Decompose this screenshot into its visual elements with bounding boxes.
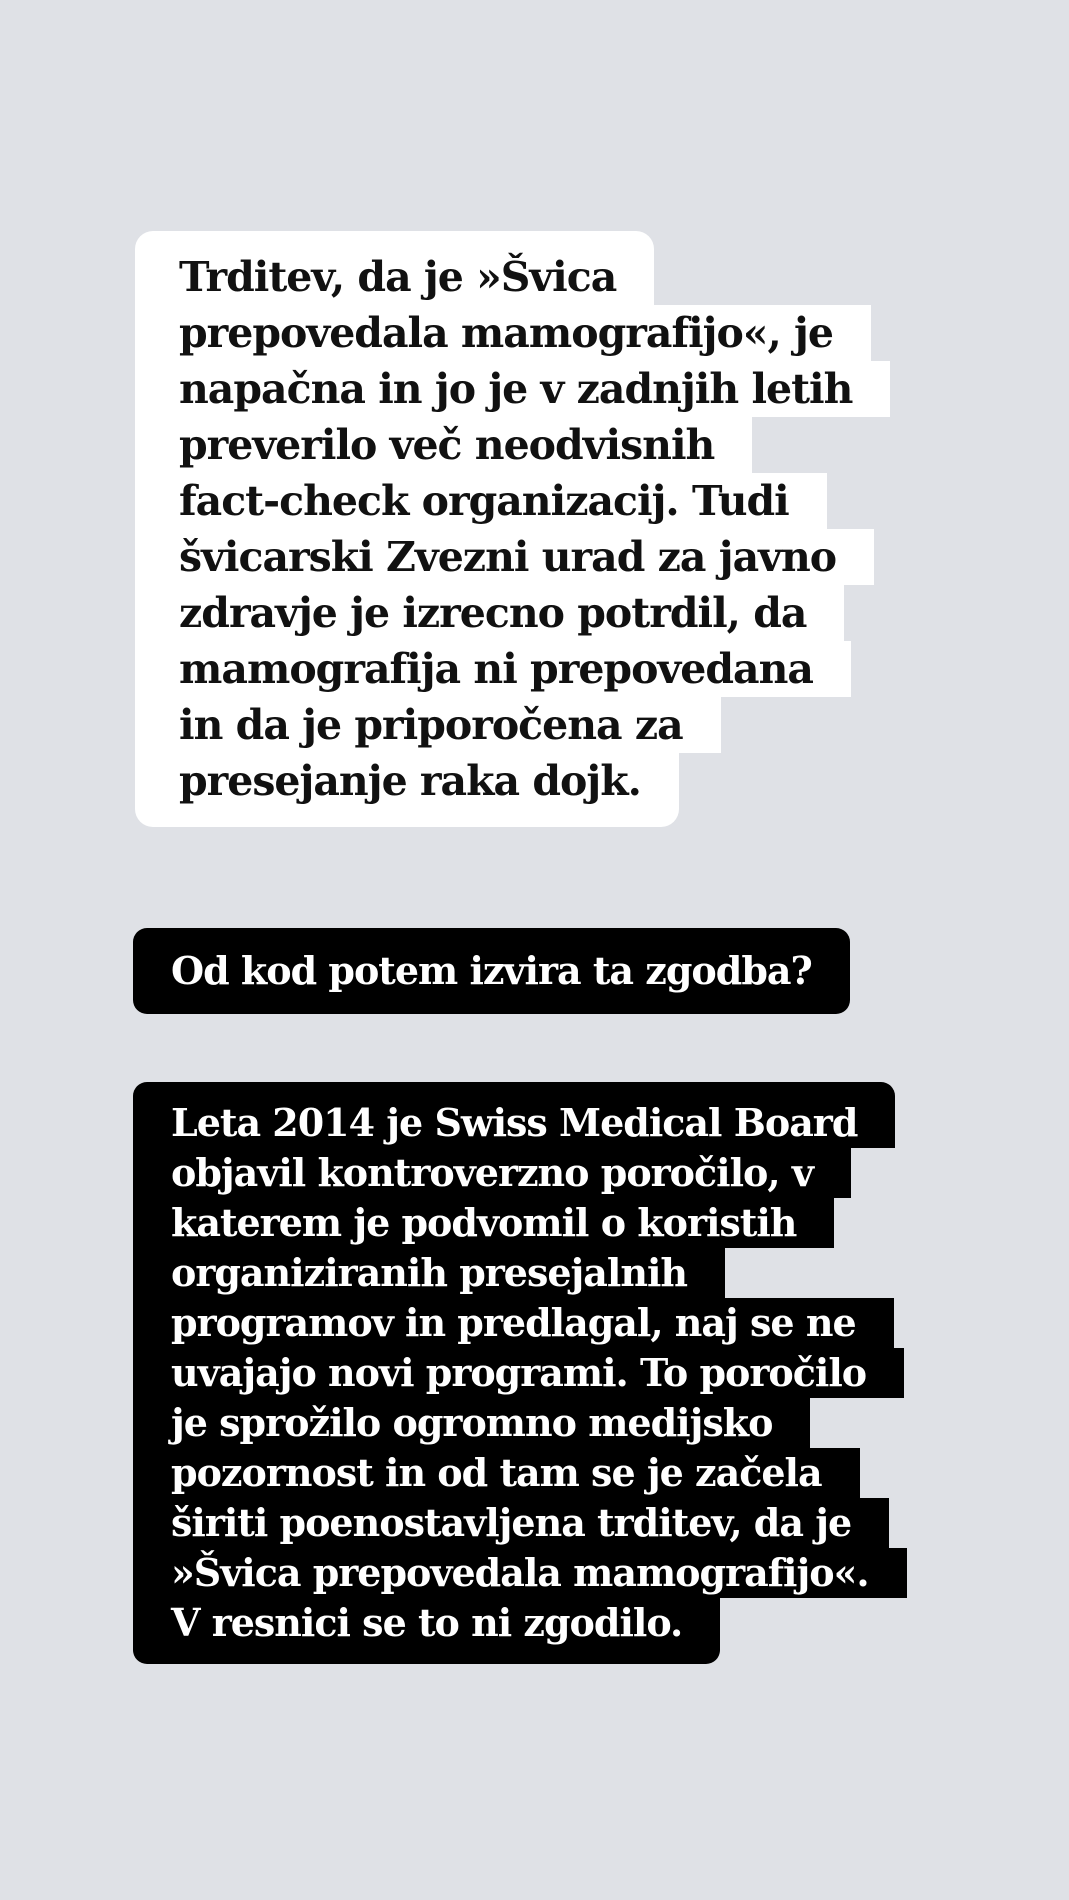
question-heading-block xyxy=(133,928,850,1014)
claim-line: in da je priporočena za xyxy=(135,697,721,753)
claim-text-block xyxy=(135,231,890,827)
answer-line: V resnici se to ni zgodilo. xyxy=(133,1598,720,1664)
claim-line: napačna in jo je v zadnjih letih xyxy=(135,361,890,417)
answer-line: uvajajo novi programi. To poročilo xyxy=(133,1348,904,1398)
claim-line: presejanje raka dojk. xyxy=(135,753,679,827)
claim-line: Trditev, da je »Švica xyxy=(135,231,654,305)
claim-line: švicarski Zvezni urad za javno xyxy=(135,529,874,585)
claim-line: fact-check organizacij. Tudi xyxy=(135,473,827,529)
answer-line: Leta 2014 je Swiss Medical Board xyxy=(133,1082,895,1148)
answer-line: programov in predlagal, naj se ne xyxy=(133,1298,894,1348)
answer-line: »Švica prepovedala mamografijo«. xyxy=(133,1548,907,1598)
claim-line: preverilo več neodvisnih xyxy=(135,417,752,473)
answer-line: katerem je podvomil o koristih xyxy=(133,1198,834,1248)
question-heading: Od kod potem izvira ta zgodba? xyxy=(133,928,850,1014)
answer-text-block xyxy=(133,1082,907,1664)
claim-line: zdravje je izrecno potrdil, da xyxy=(135,585,844,641)
answer-line: širiti poenostavljena trditev, da je xyxy=(133,1498,889,1548)
answer-line: je sprožilo ogromno medijsko xyxy=(133,1398,810,1448)
claim-line: mamografija ni prepovedana xyxy=(135,641,851,697)
answer-line: pozornost in od tam se je začela xyxy=(133,1448,860,1498)
claim-line: prepovedala mamografijo«, je xyxy=(135,305,871,361)
answer-line: objavil kontroverzno poročilo, v xyxy=(133,1148,851,1198)
answer-line: organiziranih presejalnih xyxy=(133,1248,725,1298)
